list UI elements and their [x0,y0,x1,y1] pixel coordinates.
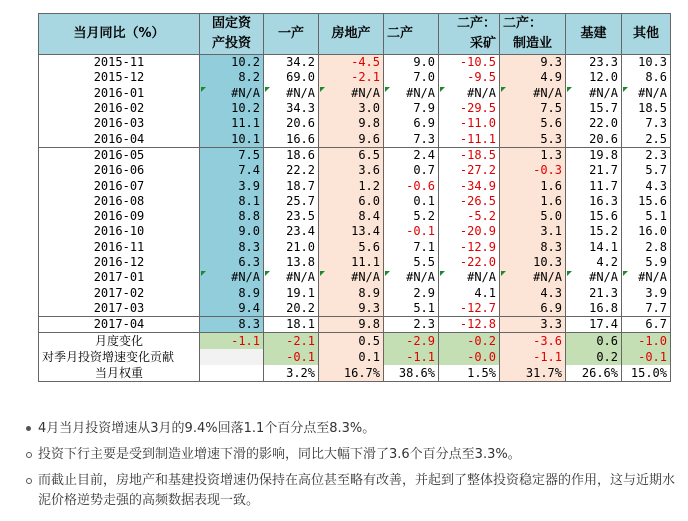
cell-value: 10.3 [622,55,671,71]
table-row [39,116,671,131]
cell-value: 23.4 [264,224,319,239]
row-date: 2017-04 [39,317,200,333]
cell-value: 3.1 [500,224,566,239]
cell-value: 5.5 [384,255,439,270]
cell-value: 10.3 [500,255,566,270]
summary-value: -1.1 [384,349,439,365]
cell-value: 22.0 [566,116,622,131]
row-date: 2016-12 [39,255,200,270]
cell-value: 21.3 [566,285,622,300]
table-row [39,270,671,285]
table-row [39,178,671,193]
header-other: 其他 [622,14,671,55]
summary-value: 31.7% [500,365,566,382]
row-date: 2016-06 [39,163,200,178]
cell-value: 18.6 [264,147,319,163]
table-row [39,70,671,85]
summary-value: 15.0% [622,365,671,382]
note-item [14,445,678,465]
cell-value: 8.2 [200,70,264,85]
cell-value: -22.0 [439,255,500,270]
row-date: 2016-07 [39,178,200,193]
cell-value: #N/A [200,270,264,285]
row-date: 2017-01 [39,270,200,285]
cell-value: -12.9 [439,240,500,255]
summary-value: -1.1 [200,333,264,350]
cell-value: 9.4 [200,301,264,317]
table-row [39,86,671,101]
cell-value: 20.6 [566,131,622,147]
summary-value [200,349,264,365]
header-manufacturing [500,14,566,55]
summary-value: 0.1 [319,349,384,365]
cell-value: 18.5 [622,101,671,116]
cell-value: -2.1 [319,70,384,85]
header-mining [439,14,500,55]
cell-value: 3.9 [200,178,264,193]
header-manufacturing-line1: 二产： [503,16,543,31]
investment-table [38,13,671,382]
cell-value: 2.8 [622,240,671,255]
table-row [39,101,671,116]
cell-value: 16.0 [622,224,671,239]
cell-value: #N/A [500,270,566,285]
cell-value: 6.9 [500,301,566,317]
notes-list [14,419,678,517]
row-date: 2016-04 [39,131,200,147]
cell-value: 5.1 [622,209,671,224]
table-row [39,224,671,239]
cell-value: 5.9 [622,255,671,270]
cell-value: 7.0 [384,70,439,85]
summary-value: 26.6% [566,365,622,382]
cell-value: 6.0 [319,194,384,209]
weight-row-label: 当月权重 [39,365,200,382]
header-fixed-asset-line2: 产投资 [211,36,251,51]
summary-value: -0.1 [264,349,319,365]
header-secondary: 二产 [384,14,439,55]
cell-value: -0.6 [384,178,439,193]
cell-value: #N/A [384,86,439,101]
cell-value: 9.8 [319,116,384,131]
row-date: 2016-01 [39,86,200,101]
summary-value: -0.2 [439,333,500,350]
cell-value: 9.8 [319,317,384,333]
cell-value: 34.3 [264,101,319,116]
table-row [39,255,671,270]
table-row [39,131,671,147]
header-fixed-asset-line1: 固定资 [211,16,251,31]
cell-value: #N/A [622,270,671,285]
cell-value: 16.6 [264,131,319,147]
cell-value: 5.6 [500,116,566,131]
cell-value: -18.5 [439,147,500,163]
summary-value: -1.0 [622,333,671,350]
cell-value: 8.1 [200,194,264,209]
cell-value: 8.3 [500,240,566,255]
row-date: 2015-12 [39,70,200,85]
cell-value: 4.2 [566,255,622,270]
cell-value: #N/A [319,86,384,101]
cell-value: 10.1 [200,131,264,147]
cell-value: -11.0 [439,116,500,131]
cell-value: 5.1 [384,301,439,317]
cell-value: 18.7 [264,178,319,193]
cell-value: 15.6 [622,194,671,209]
cell-value: 5.0 [500,209,566,224]
cell-value: 15.7 [566,101,622,116]
cell-value: 2.9 [384,285,439,300]
cell-value: 21.7 [566,163,622,178]
cell-value: 5.3 [500,131,566,147]
cell-value: 7.5 [500,101,566,116]
header-primary: 一产 [264,14,319,55]
cell-value: 5.2 [384,209,439,224]
cell-value: 1.2 [319,178,384,193]
cell-value: #N/A [319,270,384,285]
header-manufacturing-line2: 制造业 [512,36,552,51]
cell-value: -26.5 [439,194,500,209]
table-row [39,55,671,71]
summary-value: 0.2 [566,349,622,365]
summary-value: -0.1 [622,349,671,365]
cell-value: 8.4 [319,209,384,224]
cell-value: 1.3 [500,147,566,163]
row-date: 2017-02 [39,285,200,300]
row-date: 2017-03 [39,301,200,317]
note-text: 而截止目前，房地产和基建投资增速仍保持在高位甚至略有改善，并起到了整体投资稳定器的作用，这与近期水泥价格逆势走强的高频数据表现一致。 [38,473,676,508]
cell-value: 8.9 [200,285,264,300]
cell-value: 8.9 [319,285,384,300]
cell-value: 3.6 [319,163,384,178]
cell-value: 13.4 [319,224,384,239]
table-row [39,163,671,178]
cell-value: #N/A [622,86,671,101]
row-date: 2016-09 [39,209,200,224]
cell-value: 25.7 [264,194,319,209]
row-date: 2016-02 [39,101,200,116]
cell-value: 7.3 [622,116,671,131]
cell-value: 10.2 [200,101,264,116]
table-row [39,317,671,333]
cell-value: 2.3 [384,317,439,333]
bullet-icon [26,452,32,458]
cell-value: -4.5 [319,55,384,71]
header-row [39,14,671,55]
summary-value: 3.2% [264,365,319,382]
note-item [14,419,678,439]
cell-value: #N/A [439,86,500,101]
cell-value: 23.3 [566,55,622,71]
cell-value: 2.3 [622,147,671,163]
monthly-change-row-label: 月度变化 [39,333,200,350]
cell-value: 5.7 [622,163,671,178]
header-fixed-asset [200,14,264,55]
cell-value: 9.6 [319,131,384,147]
cell-value: -34.9 [439,178,500,193]
cell-value: 6.7 [622,317,671,333]
summary-value: -1.1 [500,349,566,365]
cell-value: -12.7 [439,301,500,317]
cell-value: 8.3 [200,317,264,333]
cell-value: 10.2 [200,55,264,71]
cell-value: 6.5 [319,147,384,163]
cell-value: 4.3 [622,178,671,193]
summary-value: -2.1 [264,333,319,350]
cell-value: 7.9 [384,101,439,116]
cell-value: #N/A [566,86,622,101]
cell-value: 8.8 [200,209,264,224]
table-row [39,240,671,255]
header-infrastructure: 基建 [566,14,622,55]
row-date: 2016-03 [39,116,200,131]
cell-value: 15.2 [566,224,622,239]
cell-value: 11.7 [566,178,622,193]
row-date: 2015-11 [39,55,200,71]
summary-value: -0.0 [439,349,500,365]
cell-value: #N/A [500,86,566,101]
cell-value: 20.2 [264,301,319,317]
cell-value: #N/A [384,270,439,285]
cell-value: 19.1 [264,285,319,300]
cell-value: 9.3 [319,301,384,317]
header-mining-line2: 采矿 [469,36,496,51]
cell-value: 3.9 [622,285,671,300]
cell-value: #N/A [566,270,622,285]
weight-row [39,365,671,382]
cell-value: 5.6 [319,240,384,255]
cell-value: 9.0 [200,224,264,239]
bullet-icon [26,478,32,484]
cell-value: 16.3 [566,194,622,209]
cell-value: -27.2 [439,163,500,178]
cell-value: 17.4 [566,317,622,333]
note-text: 4月当月投资增速从3月的9.4%回落1.1个百分点至8.3%。 [38,421,376,436]
cell-value: 4.9 [500,70,566,85]
cell-value: #N/A [439,270,500,285]
row-date: 2016-08 [39,194,200,209]
header-label: 当月同比（%） [39,14,200,55]
table-body [39,55,671,382]
cell-value: 9.0 [384,55,439,71]
cell-value: 6.9 [384,116,439,131]
cell-value: 34.2 [264,55,319,71]
contribution-row [39,349,671,365]
cell-value: 3.0 [319,101,384,116]
cell-value: -11.1 [439,131,500,147]
header-real-estate: 房地产 [319,14,384,55]
header-mining-line1: 二产： [456,16,496,31]
cell-value: 13.8 [264,255,319,270]
cell-value: 11.1 [200,116,264,131]
cell-value: 8.3 [200,240,264,255]
cell-value: 69.0 [264,70,319,85]
cell-value: #N/A [200,86,264,101]
cell-value: 15.6 [566,209,622,224]
cell-value: 1.6 [500,194,566,209]
bullet-icon [26,426,31,431]
summary-value: -2.9 [384,333,439,350]
cell-value: -29.5 [439,101,500,116]
cell-value: 7.4 [200,163,264,178]
cell-value: 14.1 [566,240,622,255]
table-row [39,285,671,300]
cell-value: 0.7 [384,163,439,178]
note-text: 投资下行主要是受到制造业增速下滑的影响，同比大幅下滑了3.6个百分点至3.3%。 [38,447,521,462]
row-date: 2016-05 [39,147,200,163]
cell-value: 7.3 [384,131,439,147]
cell-value: -9.5 [439,70,500,85]
cell-value: -10.5 [439,55,500,71]
contribution-row-label: 对季月投资增速变化贡献 [39,349,200,365]
cell-value: 12.0 [566,70,622,85]
cell-value: 21.0 [264,240,319,255]
table-row [39,194,671,209]
cell-value: 7.1 [384,240,439,255]
summary-value: 16.7% [319,365,384,382]
cell-value: -0.1 [384,224,439,239]
cell-value: 16.8 [566,301,622,317]
cell-value: -12.8 [439,317,500,333]
cell-value: #N/A [264,86,319,101]
summary-value: -3.6 [500,333,566,350]
cell-value: -0.3 [500,163,566,178]
cell-value: 0.1 [384,194,439,209]
summary-value: 0.5 [319,333,384,350]
cell-value: 2.5 [622,131,671,147]
cell-value: 4.1 [439,285,500,300]
summary-value: 1.5% [439,365,500,382]
cell-value: 1.6 [500,178,566,193]
cell-value: 7.5 [200,147,264,163]
cell-value: 6.3 [200,255,264,270]
cell-value: 7.7 [622,301,671,317]
monthly-change-row [39,333,671,350]
cell-value: 3.3 [500,317,566,333]
cell-value: 22.2 [264,163,319,178]
cell-value: -20.9 [439,224,500,239]
cell-value: 4.3 [500,285,566,300]
cell-value: 19.8 [566,147,622,163]
summary-value: 38.6% [384,365,439,382]
cell-value: 11.1 [319,255,384,270]
summary-value [200,365,264,382]
cell-value: #N/A [264,270,319,285]
note-item [14,471,678,511]
cell-value: 23.5 [264,209,319,224]
table-row [39,209,671,224]
cell-value: 2.4 [384,147,439,163]
cell-value: 8.6 [622,70,671,85]
cell-value: 20.6 [264,116,319,131]
table-row [39,301,671,317]
cell-value: 9.3 [500,55,566,71]
cell-value: 18.1 [264,317,319,333]
summary-value: 0.6 [566,333,622,350]
row-date: 2016-10 [39,224,200,239]
table-row [39,147,671,163]
row-date: 2016-11 [39,240,200,255]
cell-value: -5.2 [439,209,500,224]
